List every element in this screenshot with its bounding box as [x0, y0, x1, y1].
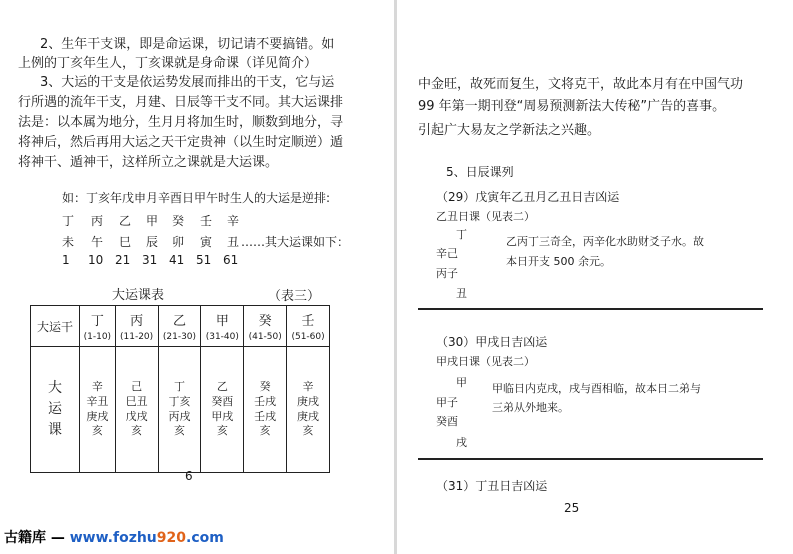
course-line: 辛: [302, 379, 314, 393]
header-cell: [115, 306, 158, 347]
divider-rule: [418, 308, 763, 310]
dayun-table: [30, 305, 330, 473]
left-page-number: 6: [185, 469, 193, 483]
body-cell: [287, 347, 330, 473]
body-cell: [244, 347, 287, 473]
body-label-cell: [31, 347, 80, 473]
course-line: 亥: [216, 424, 228, 438]
branch-cell: 丑: [227, 235, 240, 249]
watermark-url-d: .com: [186, 530, 224, 546]
body-cell: [158, 347, 201, 473]
branch-cell: 寅: [200, 235, 213, 249]
para2-line1: 2、生年干支课，即是命运课，切记请不要搞错。如: [40, 37, 335, 52]
course-line: 己: [131, 379, 143, 393]
para3-line1: 3、大运的干支是依运势发展而排出的干支，它与运: [40, 75, 335, 90]
header-gan: 乙: [172, 314, 186, 329]
entry29-text-line: 本日开支 500 余元。: [506, 255, 611, 268]
header-cell: [287, 306, 330, 347]
entry29-chart-line: 丁: [456, 228, 467, 241]
course-line: 亥: [173, 424, 185, 438]
branch-cell: 卯: [172, 235, 185, 249]
intro-line1: 中金旺，故死而复生，文将克干，故此本月有在中国气功: [418, 77, 744, 92]
entry30-course: 甲戌日课（见表二）: [436, 355, 535, 368]
body-cell: [80, 347, 116, 473]
entry30-chart-line: 癸酉: [436, 415, 458, 428]
age-cell: 51: [196, 253, 212, 267]
intro-line2: 99 年第一期刊登“周易预测新法大传秘”广告的喜事。: [418, 99, 726, 114]
entry29-title: （29）戊寅年乙丑月乙丑日吉凶运: [436, 190, 620, 204]
course-line: 巳丑: [125, 394, 148, 408]
course-line: 丁: [173, 379, 185, 393]
entry29-text-line: 乙丙丁三奇全，丙辛化水助财爻子水。故: [506, 235, 704, 248]
course-line: 亥: [131, 424, 143, 438]
course-line: 壬戌: [254, 409, 277, 423]
divider-rule: [418, 458, 763, 460]
header-cell: [158, 306, 201, 347]
course-line: 亥: [259, 424, 271, 438]
course-line: 庚戌: [86, 409, 109, 423]
watermark-site-name: 古籍库: [4, 530, 46, 546]
age-cell: 10: [88, 253, 104, 267]
header-range: (31-40): [205, 332, 239, 342]
header-label-cell: [31, 306, 80, 347]
course-line: 壬戌: [254, 394, 277, 408]
header-gan: 癸: [258, 314, 272, 329]
course-line: 丁亥: [168, 394, 191, 408]
header-cell: [80, 306, 116, 347]
entry29-chart-line: 丑: [456, 287, 467, 300]
right-page-number: 25: [564, 501, 580, 515]
header-label: 大运干: [36, 319, 73, 334]
left-page: [0, 0, 396, 554]
body-cell: [115, 347, 158, 473]
stem-row: [0, 212, 396, 228]
header-gan: 丁: [90, 314, 104, 329]
age-cell: 21: [115, 253, 131, 267]
table-body-row: [31, 347, 330, 473]
site-watermark[interactable]: [4, 527, 224, 547]
stem-cell: 丙: [91, 214, 104, 228]
watermark-sep: —: [50, 530, 65, 546]
header-range: (1-10): [83, 332, 112, 342]
para3-line5: 将神干、遁神干，这样所立之课就是大运课。: [18, 155, 279, 170]
age-cell: 41: [169, 253, 185, 267]
table-header-row: [31, 306, 330, 347]
entry30-text-line: 三弟从外地来。: [492, 401, 569, 414]
body-label-char: 课: [48, 422, 62, 438]
course-line: 丙戌: [168, 409, 191, 423]
stem-cell: 乙: [119, 214, 132, 228]
branch-cell: 午: [91, 235, 104, 249]
para3-line4: 将神后，然后再用大运之天干定贵神（以生时定顺逆）遁: [18, 135, 344, 150]
header-range: (11-20): [120, 332, 154, 342]
branch-cell: 辰: [146, 235, 159, 249]
course-line: 辛丑: [86, 394, 109, 408]
example-intro: 如：丁亥年戊申月辛酉日甲午时生人的大运是逆排:: [62, 191, 331, 205]
body-cell: [201, 347, 244, 473]
watermark-url-b: fozhu: [112, 530, 157, 546]
stem-cell: 丁: [62, 214, 75, 228]
entry29-chart-line: 辛己: [436, 247, 458, 260]
header-cell: [201, 306, 244, 347]
watermark-url-c: 920: [156, 530, 187, 546]
body-label-char: 运: [48, 401, 62, 417]
entry30-text-line: 甲临日内克戌，戌与酉相临，故本日二弟与: [492, 382, 701, 395]
header-gan: 丙: [130, 314, 144, 329]
para3-line3: 法是：以本属为地分，生月月将加生时，顺数到地分，寻: [18, 115, 344, 130]
branch-cell: 未: [62, 235, 75, 249]
stem-cell: 甲: [146, 214, 159, 228]
right-page: [396, 0, 793, 554]
table-title: 大运课表: [112, 288, 165, 303]
branch-row: [0, 233, 396, 249]
course-line: 庚戌: [297, 409, 320, 423]
entry30-chart-line: 甲: [456, 376, 467, 389]
course-line: 庚戌: [297, 394, 320, 408]
entry29-chart-line: 丙子: [436, 267, 458, 280]
header-range: (51-60): [291, 332, 325, 342]
para3-line2: 行所遇的流年干支，月建、日辰等干支不同。其大运课排: [18, 95, 344, 110]
header-cell: [244, 306, 287, 347]
header-range: (41-50): [248, 332, 282, 342]
course-line: 辛: [91, 379, 103, 393]
age-cell: 1: [62, 253, 70, 267]
intro-line3: 引起广大易友之学新法之兴趣。: [418, 123, 601, 138]
course-line: 癸: [259, 379, 271, 393]
para2-line2: 上例的丁亥年生人，丁亥课就是身命课（详见简介）: [18, 56, 318, 71]
branch-row-suffix: ……其大运课如下：: [241, 235, 350, 249]
header-gan: 壬: [301, 314, 315, 329]
course-line: 甲戌: [211, 409, 234, 423]
entry31-title: （31）丁丑日吉凶运: [436, 479, 548, 493]
course-line: 癸酉: [211, 394, 234, 408]
section-title: 5、日辰课列: [446, 165, 514, 179]
stem-cell: 癸: [172, 214, 185, 228]
entry30-chart-line: 甲子: [436, 396, 458, 409]
body-label-char: 大: [48, 380, 62, 396]
course-line: 乙: [216, 379, 228, 393]
course-line: 亥: [302, 424, 314, 438]
header-range: (21-30): [162, 332, 197, 342]
stem-cell: 辛: [227, 214, 240, 228]
watermark-url-a: www.: [69, 530, 113, 546]
branch-cell: 巳: [119, 235, 132, 249]
age-cell: 61: [223, 253, 239, 267]
entry30-chart-line: 戌: [456, 436, 467, 449]
age-cell: 31: [142, 253, 158, 267]
course-line: 亥: [91, 424, 103, 438]
header-gan: 甲: [215, 314, 229, 329]
age-row: [0, 253, 396, 269]
entry30-title: （30）甲戌日吉凶运: [436, 335, 548, 349]
entry29-course: 乙丑日课（见表二）: [436, 210, 535, 223]
table-ref: （表三）: [268, 289, 321, 304]
course-line: 戊戌: [125, 409, 148, 423]
stem-cell: 壬: [200, 214, 213, 228]
